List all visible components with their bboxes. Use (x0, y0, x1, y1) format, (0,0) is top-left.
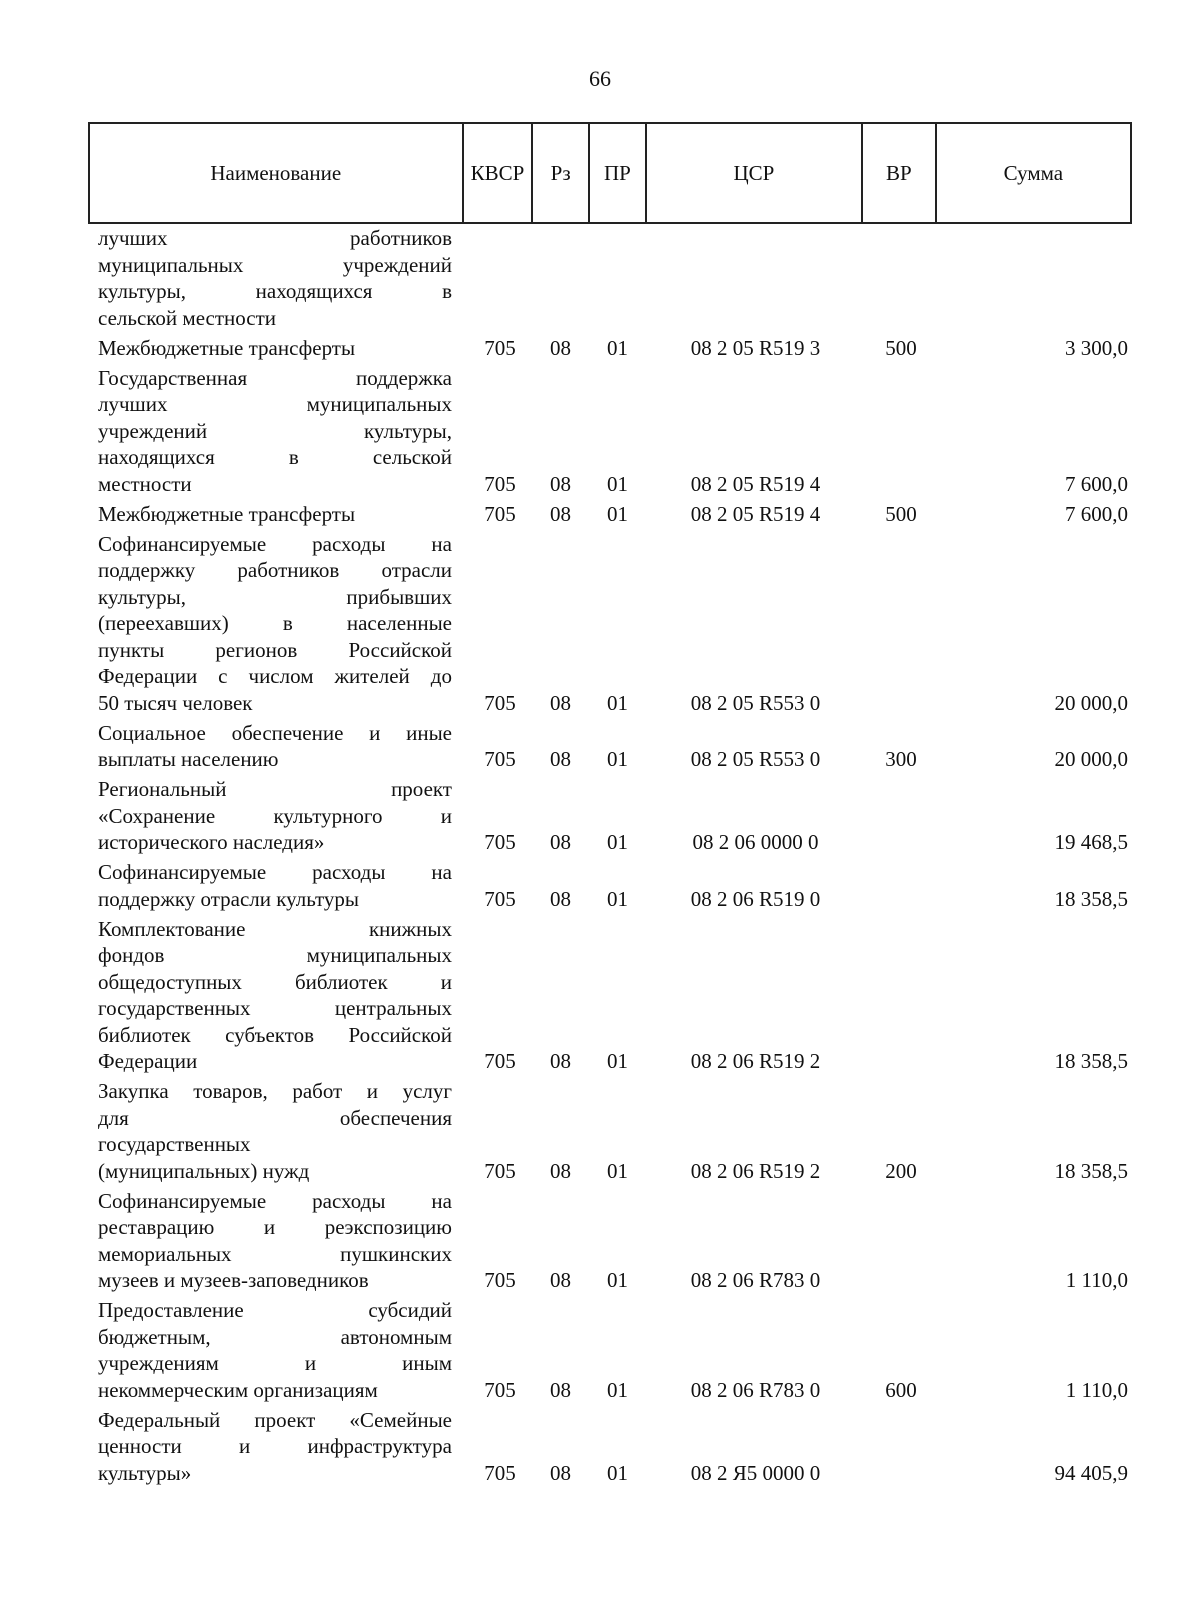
row-name (98, 1297, 452, 1403)
cell-pr: 01 (607, 1377, 628, 1402)
row-name-line: мемориальных пушкинских (98, 1241, 452, 1266)
row-name-line: бюджетным, автономным (98, 1324, 452, 1349)
row-name-line: выплаты населению (98, 747, 279, 771)
cell-rz: 08 (550, 747, 571, 771)
table-row (0, 916, 1200, 1075)
row-name-line: Федерации с числом жителей до (98, 664, 452, 688)
row-name-line: культуры, прибывших (98, 584, 452, 609)
row-name-line: сельской местности (98, 305, 277, 330)
column-header-name: Наименование (210, 160, 342, 185)
cell-pr: 01 (607, 690, 628, 715)
row-name (98, 335, 452, 362)
cell-vr: 200 (885, 1158, 917, 1183)
cell-sum: 20 000,0 (1054, 690, 1128, 715)
cell-csr: 08 2 06 R783 0 (690, 1268, 821, 1292)
row-name-line: местности (98, 471, 192, 496)
cell-kvsr: 705 (484, 886, 516, 911)
row-name-line: (переехавших) в населенные (98, 611, 452, 635)
cell-sum: 18 358,5 (1054, 1049, 1128, 1073)
cell-rz: 08 (550, 690, 571, 715)
row-name-line: Межбюджетные трансферты (98, 335, 356, 360)
cell-csr: 08 2 05 R519 3 (690, 335, 821, 360)
row-name (98, 1188, 452, 1294)
row-name (98, 720, 452, 773)
row-name-line: Государственная поддержка (98, 365, 452, 390)
row-name-line: реставрацию и реэкспозицию (98, 1215, 452, 1239)
cell-sum: 18 358,5 (1054, 886, 1128, 911)
cell-kvsr: 705 (484, 690, 516, 715)
row-name-line: библиотек субъектов Российской (98, 1022, 452, 1047)
table-row (0, 365, 1200, 498)
row-name-line: пункты регионов Российской (98, 637, 452, 662)
row-name-line: музеев и музеев-заповедников (98, 1268, 369, 1292)
cell-csr: 08 2 05 R553 0 (690, 747, 821, 771)
cell-kvsr: 705 (484, 335, 516, 360)
row-name-line: Региональный проект (98, 777, 452, 801)
row-name-line: находящихся в сельской (98, 445, 452, 469)
row-name-line: лучших муниципальных (98, 392, 452, 416)
cell-csr: 08 2 05 R519 4 (690, 501, 821, 526)
row-name (98, 1407, 452, 1487)
column-header-sum: Сумма (935, 124, 1130, 222)
row-name (98, 531, 452, 717)
table-row (0, 225, 1200, 331)
row-name-line: государственных (98, 1132, 251, 1156)
cell-sum: 1 110,0 (1065, 1377, 1128, 1402)
row-name-line: культуры, находящихся в (98, 279, 452, 303)
cell-kvsr: 705 (484, 747, 516, 771)
table-row (0, 531, 1200, 717)
row-name-line: Социальное обеспечение и иные (98, 720, 452, 745)
cell-rz: 08 (550, 501, 571, 526)
table-row (0, 1078, 1200, 1184)
cell-csr: 08 2 05 R519 4 (690, 471, 821, 496)
row-name-line: Федерации (98, 1049, 198, 1073)
table-row (0, 1297, 1200, 1403)
cell-kvsr: 705 (484, 1460, 516, 1485)
row-name-line: Комплектование книжных (98, 916, 452, 941)
row-name-line: лучших работников (98, 226, 452, 250)
cell-rz: 08 (550, 1460, 571, 1485)
row-name-line: поддержку работников отрасли (98, 558, 452, 582)
cell-csr: 08 2 06 R519 2 (690, 1158, 821, 1183)
row-name-line: (муниципальных) нужд (98, 1158, 310, 1183)
cell-pr: 01 (607, 747, 628, 771)
cell-vr: 500 (885, 335, 917, 360)
row-name-line: Межбюджетные трансферты (98, 501, 356, 526)
cell-pr: 01 (607, 886, 628, 911)
cell-sum: 7 600,0 (1065, 501, 1128, 526)
cell-rz: 08 (550, 830, 571, 854)
cell-sum: 7 600,0 (1065, 471, 1128, 496)
cell-rz: 08 (550, 886, 571, 911)
table-row (0, 1407, 1200, 1487)
row-name-line: Софинансируемые расходы на (98, 531, 452, 556)
column-header-pr: ПР (588, 124, 645, 222)
row-name-line: 50 тысяч человек (98, 690, 253, 715)
row-name-line: общедоступных библиотек и (98, 969, 452, 994)
column-header-vr: ВР (861, 124, 935, 222)
column-header-rz: Рз (531, 124, 588, 222)
cell-csr: 08 2 Я5 0000 0 (690, 1460, 821, 1485)
row-name (98, 501, 452, 528)
cell-csr: 08 2 06 0000 0 (692, 830, 819, 854)
row-name-line: культуры» (98, 1460, 192, 1485)
cell-rz: 08 (550, 335, 571, 360)
row-name (98, 225, 452, 331)
table-row (0, 335, 1200, 362)
table-row (0, 859, 1200, 912)
cell-rz: 08 (550, 1049, 571, 1073)
cell-pr: 01 (607, 1158, 628, 1183)
cell-rz: 08 (550, 471, 571, 496)
row-name-line: Предоставление субсидий (98, 1298, 452, 1322)
row-name (98, 916, 452, 1075)
table-row (0, 501, 1200, 528)
row-name-line: учреждений культуры, (98, 418, 452, 443)
row-name-line: государственных центральных (98, 996, 452, 1020)
page-number: 66 (589, 66, 611, 91)
cell-pr: 01 (607, 1268, 628, 1292)
cell-sum: 20 000,0 (1054, 747, 1128, 771)
row-name (98, 859, 452, 912)
table-row (0, 776, 1200, 856)
column-header-csr: ЦСР (645, 124, 861, 222)
cell-sum: 94 405,9 (1054, 1460, 1128, 1485)
cell-csr: 08 2 06 R519 0 (690, 886, 821, 911)
cell-rz: 08 (550, 1377, 571, 1402)
row-name (98, 776, 452, 856)
row-name-line: Федеральный проект «Семейные (98, 1407, 452, 1432)
table-row (0, 720, 1200, 773)
cell-kvsr: 705 (484, 830, 516, 854)
row-name-line: для обеспечения (98, 1105, 452, 1130)
cell-sum: 19 468,5 (1054, 830, 1128, 854)
cell-kvsr: 705 (484, 1377, 516, 1402)
row-name-line: поддержку отрасли культуры (98, 886, 360, 911)
cell-pr: 01 (607, 471, 628, 496)
row-name (98, 365, 452, 498)
cell-csr: 08 2 06 R783 0 (690, 1377, 821, 1402)
cell-pr: 01 (607, 830, 628, 854)
cell-kvsr: 705 (484, 471, 516, 496)
column-header-kvsr: КВСР (462, 124, 532, 222)
cell-csr: 08 2 06 R519 2 (690, 1049, 821, 1073)
cell-kvsr: 705 (484, 1158, 516, 1183)
row-name (98, 1078, 452, 1184)
cell-vr: 600 (885, 1377, 917, 1402)
cell-vr: 500 (885, 501, 917, 526)
cell-rz: 08 (550, 1158, 571, 1183)
cell-pr: 01 (607, 1460, 628, 1485)
cell-sum: 1 110,0 (1065, 1268, 1128, 1292)
row-name-line: ценности и инфраструктура (98, 1434, 452, 1458)
row-name-line: Закупка товаров, работ и услуг (98, 1079, 452, 1103)
row-name-line: фондов муниципальных (98, 943, 452, 967)
row-name-line: учреждениям и иным (98, 1351, 452, 1375)
row-name-line: Софинансируемые расходы на (98, 860, 452, 884)
cell-pr: 01 (607, 335, 628, 360)
row-name-line: Софинансируемые расходы на (98, 1188, 452, 1213)
row-name-line: муниципальных учреждений (98, 252, 452, 277)
cell-sum: 18 358,5 (1054, 1158, 1128, 1183)
row-name-line: некоммерческим организациям (98, 1377, 378, 1402)
table-row (0, 1188, 1200, 1294)
cell-kvsr: 705 (484, 1268, 516, 1292)
row-name-line: исторического наследия» (98, 830, 325, 854)
table-header (88, 122, 1132, 224)
cell-vr: 300 (885, 747, 917, 771)
cell-kvsr: 705 (484, 1049, 516, 1073)
cell-kvsr: 705 (484, 501, 516, 526)
cell-sum: 3 300,0 (1065, 335, 1128, 360)
cell-rz: 08 (550, 1268, 571, 1292)
cell-pr: 01 (607, 1049, 628, 1073)
cell-csr: 08 2 05 R553 0 (690, 690, 821, 715)
cell-pr: 01 (607, 501, 628, 526)
row-name-line: «Сохранение культурного и (98, 803, 452, 828)
